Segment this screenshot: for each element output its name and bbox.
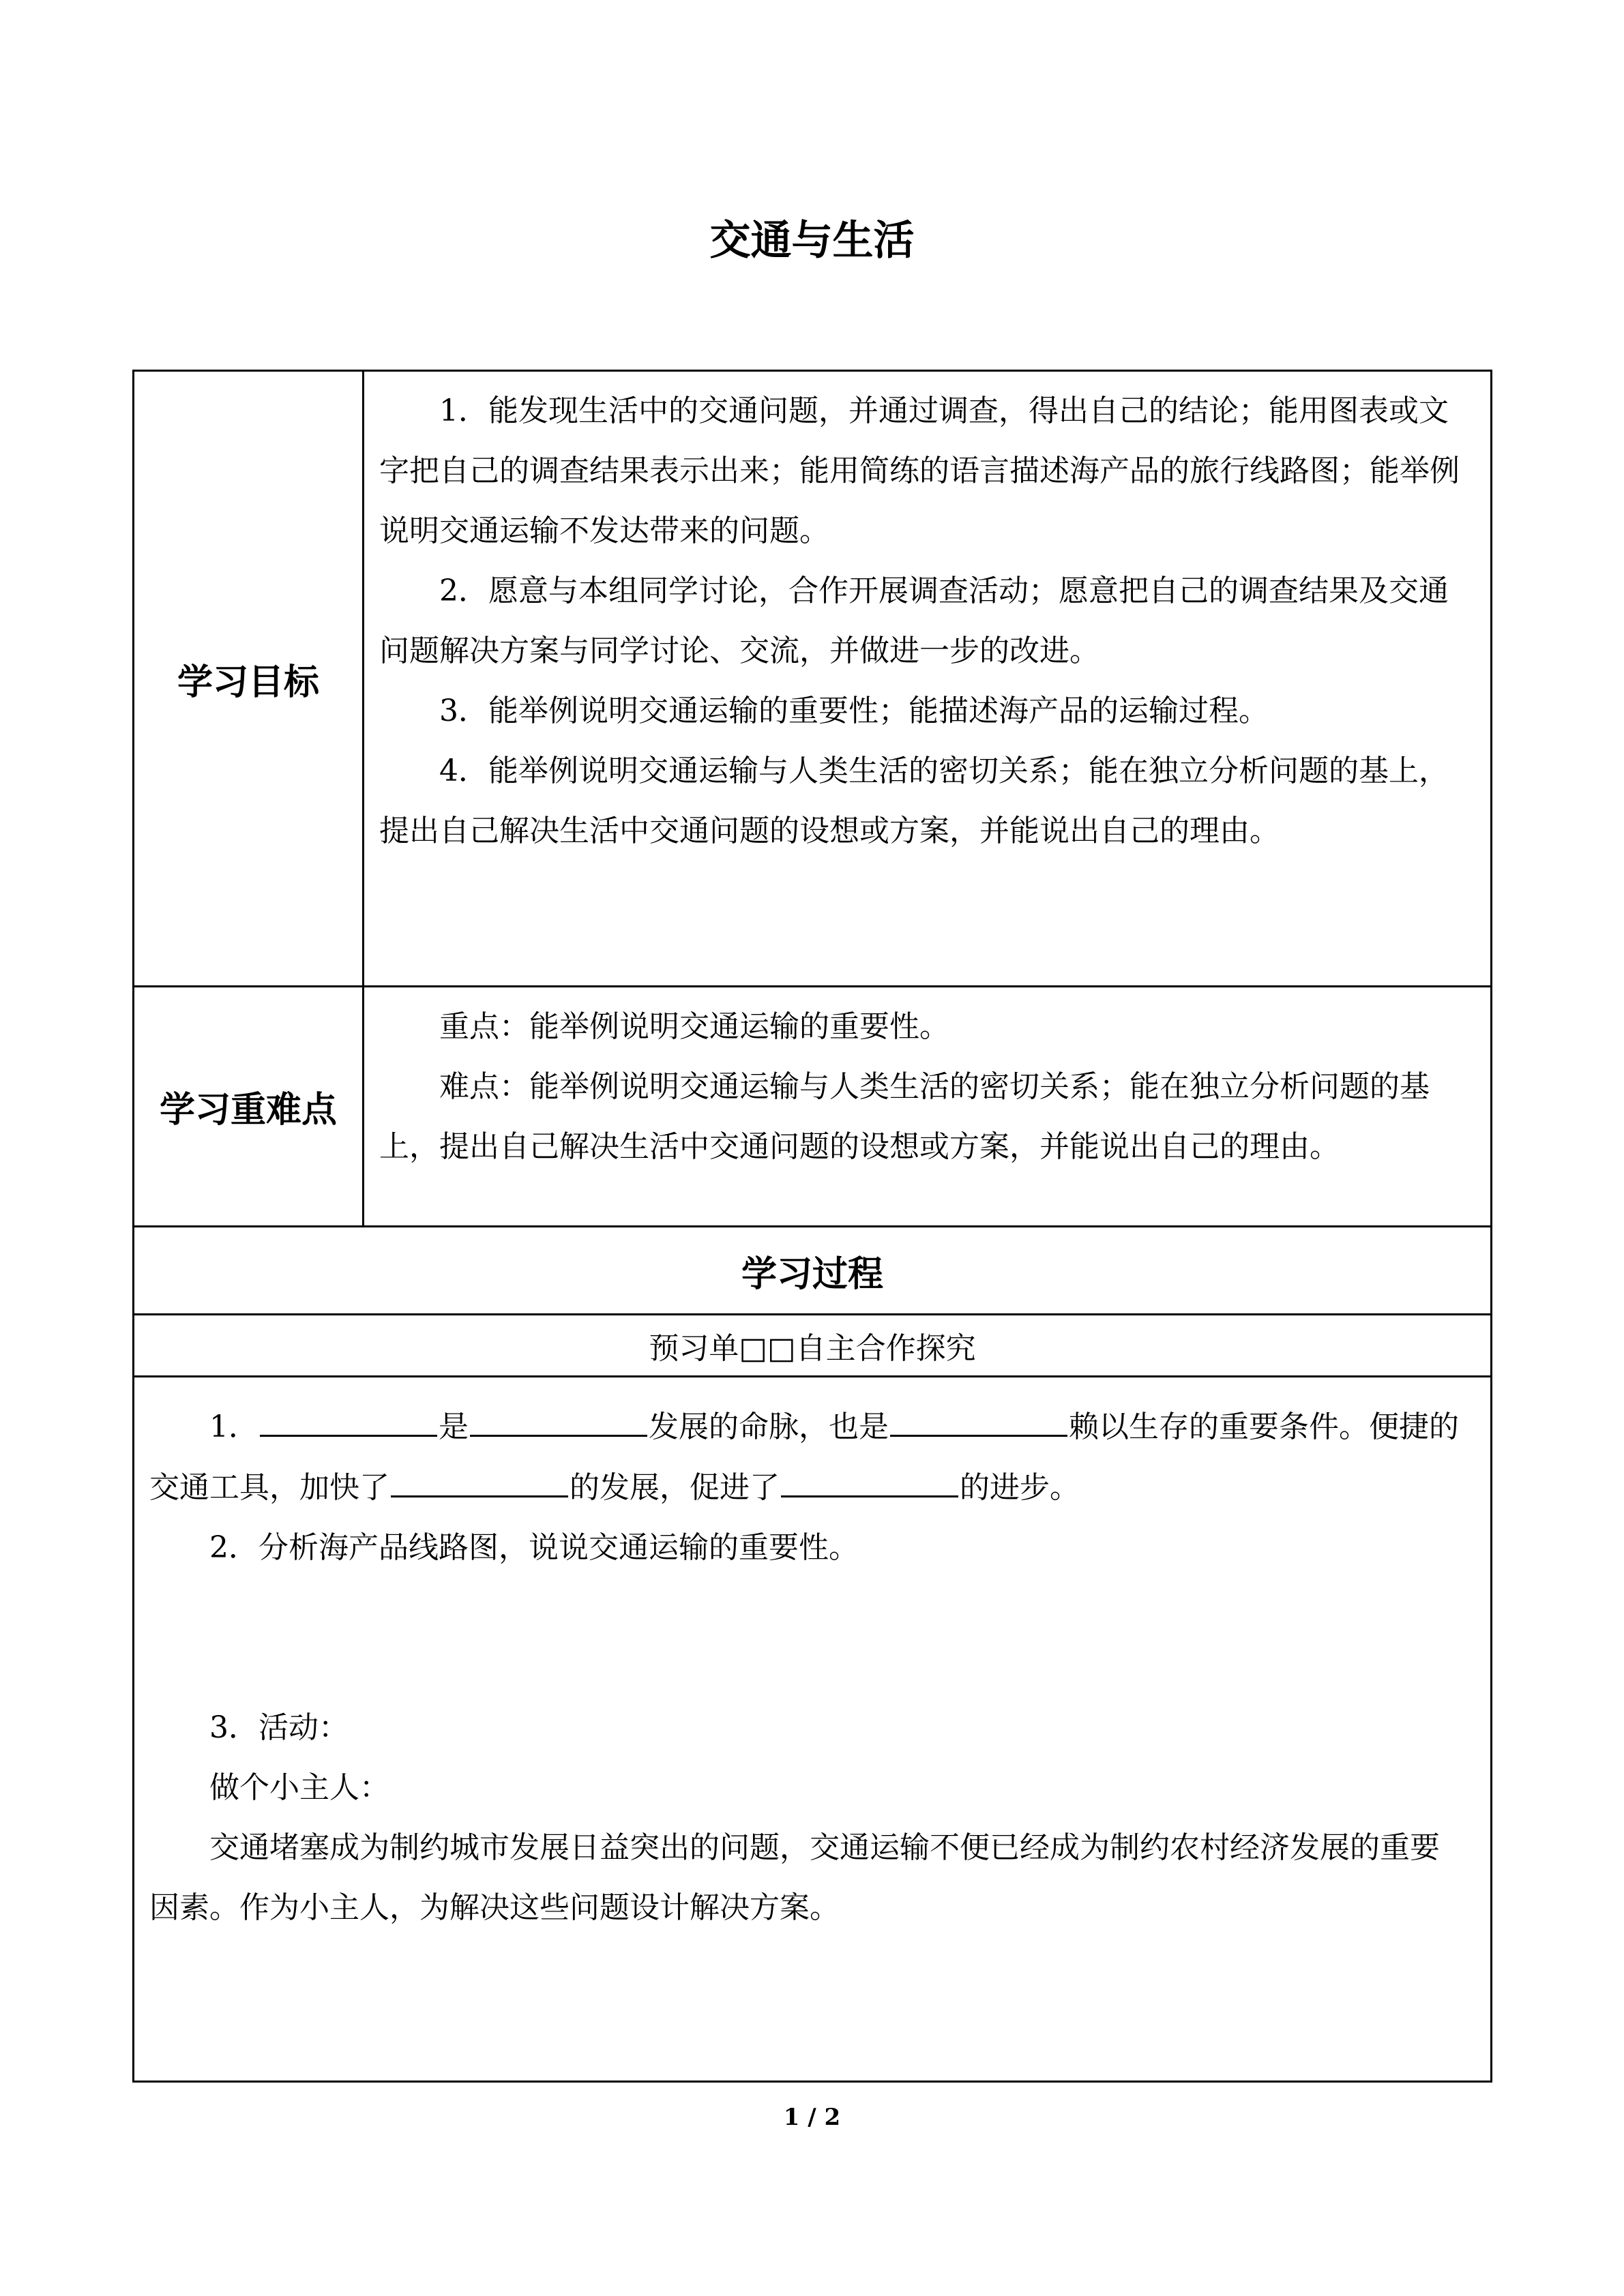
process-body bbox=[134, 1377, 1492, 2082]
objectives-label: 学习目标 bbox=[134, 371, 364, 987]
key-points-label: 学习重难点 bbox=[134, 987, 364, 1227]
process-subheading: 预习单□□自主合作探究 bbox=[134, 1315, 1492, 1377]
objectives-content bbox=[364, 371, 1492, 987]
objective-item: 4．能举例说明交通运输与人类生活的密切关系；能在独立分析问题的基上，提出自己解决生活中交通问题的设想或方案，并能说出自己的理由。 bbox=[379, 754, 1449, 848]
key-points-row bbox=[134, 987, 1492, 1227]
fill-blank[interactable] bbox=[781, 1457, 958, 1497]
objective-item: 1．能发现生活中的交通问题，并通过调查，得出自己的结论；能用图表或文字把自己的调查结果表示出来；能用简练的语言描述海产品的旅行线路图；能举例说明交通运输不发达带来的问题。 bbox=[379, 393, 1460, 548]
question-3-text: 交通堵塞成为制约城市发展日益突出的问题，交通运输不便已经成为制约农村经济发展的重要因素。作为小主人，为解决这些问题设计解决方案。 bbox=[149, 1830, 1440, 1926]
fill-blank[interactable] bbox=[391, 1457, 568, 1497]
objective-item: 3．能举例说明交通运输的重要性；能描述海产品的运输过程。 bbox=[439, 694, 1269, 728]
question-3-label: 3．活动： bbox=[209, 1710, 349, 1746]
process-body-row bbox=[134, 1377, 1492, 2082]
focus-point: 重点：能举例说明交通运输的重要性。 bbox=[439, 1009, 949, 1045]
answer-space[interactable] bbox=[149, 1578, 1463, 1698]
fill-blank[interactable] bbox=[890, 1397, 1067, 1437]
fill-blank[interactable] bbox=[470, 1397, 647, 1437]
question-2: 2．分析海产品线路图，说说交通运输的重要性。 bbox=[209, 1530, 859, 1566]
process-heading-row bbox=[134, 1227, 1492, 1315]
page-title: 交通与生活 bbox=[709, 217, 915, 265]
process-heading: 学习过程 bbox=[134, 1227, 1492, 1315]
key-points-content bbox=[364, 987, 1492, 1227]
question-1: 1． 是 发展的命脉，也是 赖以生存的重要条件。便捷的交通工具，加快了 的发展，促进了 的进步。 bbox=[149, 1397, 1463, 1518]
objectives-row bbox=[134, 371, 1492, 987]
worksheet-table bbox=[132, 370, 1492, 2083]
process-subheading-row bbox=[134, 1315, 1492, 1377]
difficulty-point: 难点：能举例说明交通运输与人类生活的密切关系；能在独立分析问题的基上，提出自己解决生活中交通问题的设想或方案，并能说出自己的理由。 bbox=[379, 1069, 1430, 1165]
objective-item: 2．愿意与本组同学讨论，合作开展调查活动；愿意把自己的调查结果及交通问题解决方案与同学讨论、交流，并做进一步的改进。 bbox=[379, 573, 1449, 668]
question-3-title: 做个小主人： bbox=[209, 1770, 389, 1806]
page-number: 1 / 2 bbox=[783, 2104, 841, 2131]
fill-blank[interactable] bbox=[260, 1397, 437, 1437]
